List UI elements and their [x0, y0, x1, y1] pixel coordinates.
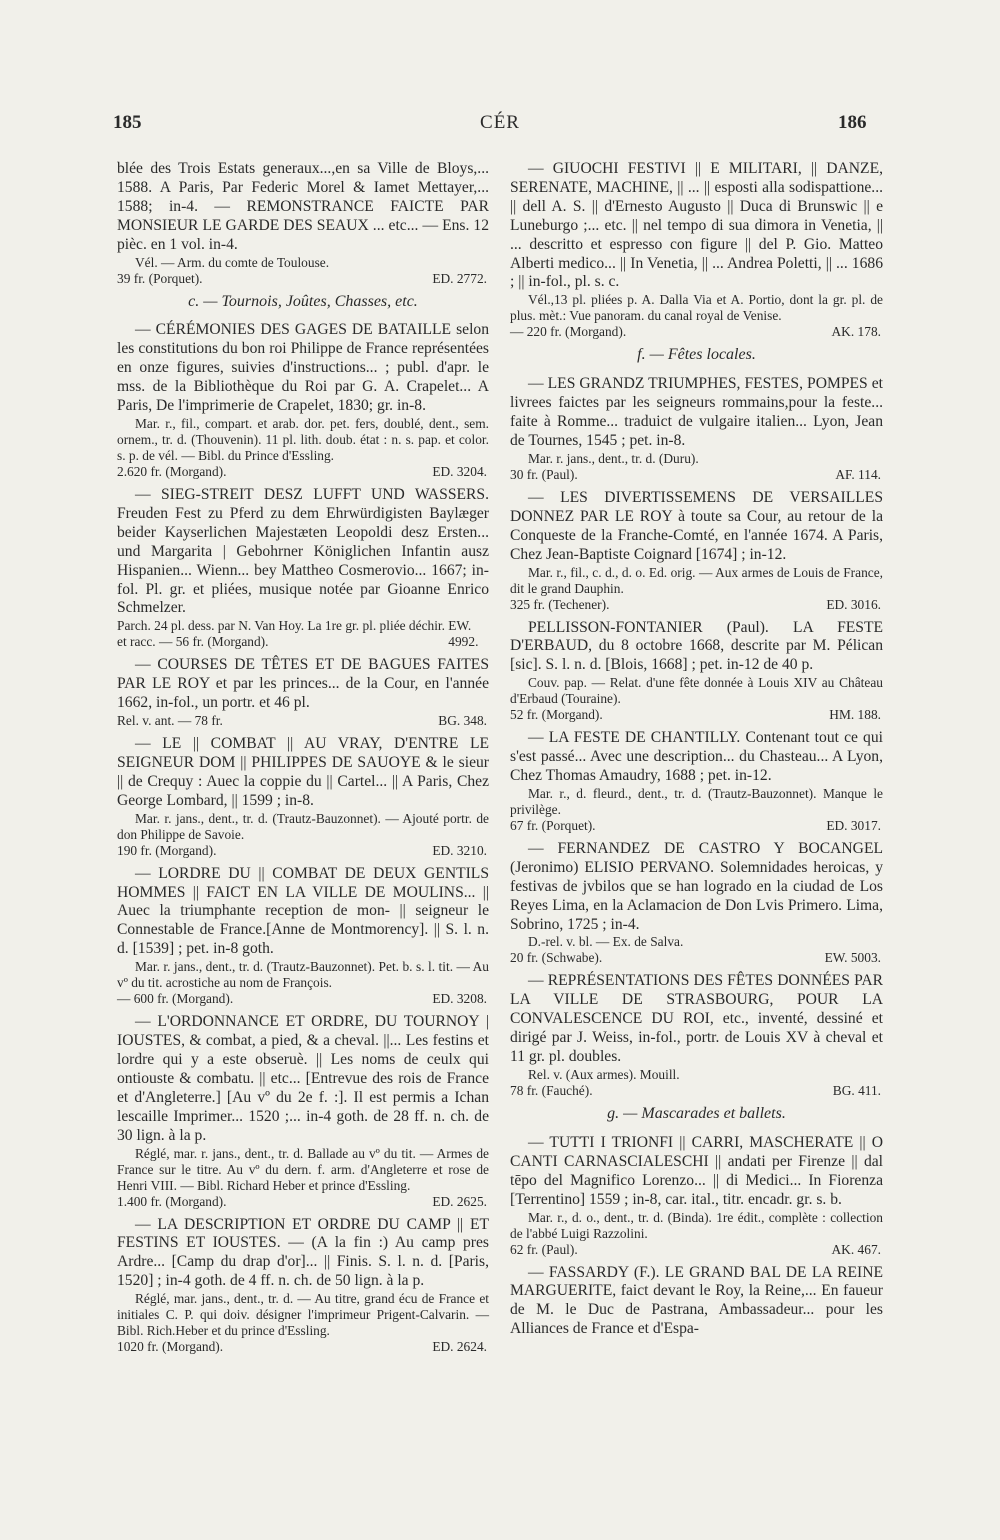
catalog-entry: [117, 865, 489, 1008]
running-head: CÉR: [480, 112, 520, 133]
entry-text: — SIEG-STREIT DESZ LUFFT UND WASSERS. Freuden Fest zu Pferd zu dem Ehrwürdigisten Baylæger beider Kayserlichen Majestæten Leopoldi desz Ersten... und Margarita | Gebohrner Königlichen Infantin ausz Hispanien... Wienn... bey Mattheo Cosmerovio... 1667; in-fol. Pl. gr. et pliées, musique notée par Gioanne Enrico Schmelzer.: [117, 485, 489, 617]
sale-line: [510, 324, 883, 340]
sale-price: 1020 fr. (Morgand).: [117, 1339, 224, 1355]
catalog-reference: ED. 3204.: [432, 463, 487, 479]
sale-line: [117, 991, 489, 1007]
catalog-entry: [510, 160, 883, 340]
entry-note: Réglé, mar. jans., dent., tr. d. — Au titre, grand écu de France et initiales C. P. qui doiv. désigner l'imprimeur Prigent-Calvarin. — Bibl. Rich.Heber et du prince d'Essling.: [117, 1291, 489, 1339]
catalog-entry: [117, 1216, 489, 1356]
entry-text: — FASSARDY (F.). LE GRAND BAL DE LA REINE MARGUERITE, faict devant le Roy, la Reine,... En faueur de M. le Duc de Pastrana, Ambassadeur... pour les Alliances de France et d'Espa-: [510, 1263, 883, 1338]
sale-line: [117, 618, 489, 650]
entry-note: Vél.,13 pl. pliées p. A. Dalla Via et A. Portio, dont la gr. pl. de plus. mèt.: Vue panoram. du canal royal de Venise.: [510, 292, 883, 324]
sale-line: [117, 464, 489, 480]
right-column: [510, 160, 883, 1345]
sale-line: [117, 1194, 489, 1210]
sale-line: [510, 818, 883, 834]
catalog-reference: AF. 114.: [835, 466, 881, 482]
catalog-entry: [117, 160, 489, 287]
catalog-reference: ED. 3017.: [826, 817, 881, 833]
sale-line: [117, 713, 489, 729]
catalog-entry: [510, 375, 883, 483]
sale-line: [510, 950, 883, 966]
section-heading: c. — Tournois, Joûtes, Chasses, etc.: [188, 292, 418, 310]
sale-line: [510, 1083, 883, 1099]
catalog-entry: [510, 729, 883, 834]
entry-note: Mar. r. jans., dent., tr. d. (Trautz-Bauzonnet). Pet. b. s. l. tit. — Au vº du tit. acrostiche au nom de François.: [117, 959, 489, 991]
sale-line: [117, 843, 489, 859]
entry-note: D.-rel. v. bl. — Ex. de Salva.: [528, 934, 684, 950]
catalog-reference: EW. 5003.: [824, 950, 881, 966]
catalog-entry: [510, 1264, 883, 1340]
sale-line: [510, 1242, 883, 1258]
sale-line: [117, 271, 489, 287]
sale-line: [117, 1339, 489, 1355]
catalog-entry: [510, 619, 883, 724]
sale-price: 20 fr. (Schwabe).: [510, 950, 603, 966]
entry-text: — FERNANDEZ DE CASTRO Y BOCANGEL (Jeronimo) ELISIO PERVANO. Solemnidades heroicas, y festivas de jvbilos que se han logrado en la ciudad de Los Reyes Lima, en la Aclamacion de Don Lvis Primero. Lima, Sobrino, 1725 ; in-4.: [510, 839, 883, 933]
entry-note: Mar. r., fil., c. d., d. o. Ed. orig. — Aux armes de Louis de France, dit le grand Dauphin.: [510, 564, 883, 596]
sale-price: 325 fr. (Techener).: [510, 596, 610, 612]
left-page-number: 185: [113, 112, 142, 133]
right-page-number: 186: [838, 112, 867, 133]
catalog-entry: [510, 489, 883, 613]
catalog-entry: [510, 840, 883, 967]
catalog-entry: [117, 735, 489, 859]
entry-text: — CÉRÉMONIES DES GAGES DE BATAILLE selon les constitutions du bon roi Philippe de France représentées en onze figures, suivies d'instructions... ; publ. d'apr. le mss. de la Bibliothèque du Roi par G. A. Crapelet... A Paris, De l'imprimerie de Crapelet, 1830; gr. in-8.: [117, 321, 489, 415]
sale-price: — 600 fr. (Morgand).: [117, 991, 234, 1007]
catalog-entry: [117, 1013, 489, 1209]
entry-text: PELLISSON-FONTANIER (Paul). LA FESTE D'ERBAUD, du 8 octobre 1668, descrite par M. Pélican [sic]. S. l. n. d. [Blois, 1668] ; pet. in-12 de 40 p.: [510, 618, 883, 674]
entry-text: — LA DESCRIPTION ET ORDRE DU CAMP || ET FESTINS ET IOUSTES. — (A la fin :) Au camp pres Ardre... [Camp du drap d'or]... || Finis. S. l. n. d. [Paris, 1520] ; in-4 goth. de 4 ff. n. ch. de 50 lign. à la p.: [117, 1215, 489, 1290]
sale-price: 30 fr. (Paul).: [510, 466, 578, 482]
catalog-reference: ED. 2625.: [432, 1193, 487, 1209]
section-heading: f. — Fêtes locales.: [637, 346, 756, 364]
catalog-reference: ED. 3208.: [432, 991, 487, 1007]
sale-price: 39 fr. (Porquet).: [117, 270, 203, 286]
entry-note: Mar. r., d. fleurd., dent., tr. d. (Trautz-Bauzonnet). Manque le privilège.: [510, 785, 883, 817]
catalog-entry: [510, 1134, 883, 1258]
entry-text: — COURSES DE TÊTES ET DE BAGUES FAITES PAR LE ROY et par les princes... de la Cour, en l'année 1662, in-fol., un portr. et 46 pl.: [117, 656, 489, 712]
entry-note: Mar. r., d. o., dent., tr. d. (Binda). 1re édit., complète : collection de l'abbé Luigi Razzolini.: [510, 1209, 883, 1241]
catalog-entry: [117, 656, 489, 729]
sale-price: 2.620 fr. (Morgand).: [117, 463, 227, 479]
sale-price: 67 fr. (Porquet).: [510, 817, 596, 833]
catalog-reference: ED. 2772.: [432, 270, 487, 286]
catalog-entry: [510, 972, 883, 1099]
sale-price: — 220 fr. (Morgand).: [510, 324, 627, 340]
catalog-reference: ED. 3016.: [826, 596, 881, 612]
sale-price: 78 fr. (Fauché).: [510, 1083, 593, 1098]
entry-text: — LE || COMBAT || AU VRAY, D'ENTRE LE SEIGNEUR DOM || PHILIPPES DE SAUOYE & le sieur || de Crequy : Auec la coppie du || Cartel... || A Paris, Chez George Lombard, || 1599 ; in-8.: [117, 735, 489, 809]
catalog-reference: BG. 348.: [438, 713, 487, 729]
catalog-reference: EW. 4992.: [448, 618, 479, 650]
entry-text: — REPRÉSENTATIONS DES FÊTES DONNÉES PAR LA VILLE DE STRASBOURG, POUR LA CONVALESCENCE DU ROI, etc., inventé, dessiné et dirigé par J. Weiss, in-fol., portr. de Louis XV à cheval et 11 gr. pl. doubles.: [510, 972, 883, 1066]
sale-line: [510, 467, 883, 483]
entry-text: — LES GRANDZ TRIUMPHES, FESTES, POMPES et livrees faictes par les seigneurs rommains,pour la feste... faite à Romme... traduict de vulgaire italien... Lyon, Jean de Tournes, 1545 ; pet. in-8.: [510, 375, 883, 449]
catalog-reference: ED. 2624.: [432, 1339, 487, 1355]
entry-text: — GIUOCHI FESTIVI || E MILITARI, || DANZE, SERENATE, MACHINE, || ... || esposti alla sodispattione... || dell A. S. || d'Ernesto Augusto || Duca di Brunswic || e Luneburgo ;... etc. || nel tempo di sua dimora in Venetia, || ... descritto et espresso con figure || del P. Gio. Matteo Alberti medico... || In Venetia, || ... Andrea Poletti, || ... 1686 ; || in-fol., pl. s. c.: [510, 160, 883, 291]
catalog-reference: HM. 188.: [829, 707, 881, 723]
sale-line: [510, 707, 883, 723]
sale-price: 190 fr. (Morgand).: [117, 842, 217, 858]
entry-note: Mar. r., fil., compart. et arab. dor. pet. fers, doublé, dent., sem. ornem., tr. d. (Thouvenin). 11 pl. lith. doub. état : n. s. pap. et color. s. p. de vél. — Bibl. du Prince d'Essling.: [117, 415, 489, 463]
sale-line: [510, 597, 883, 613]
catalog-entry: [117, 321, 489, 480]
sale-price: 1.400 fr. (Morgand).: [117, 1193, 227, 1209]
entry-note: Mar. r. jans., dent., tr. d. (Trautz-Bauzonnet). — Ajouté portr. de don Philippe de Savoie.: [117, 810, 489, 842]
catalog-reference: BG. 411.: [832, 1083, 881, 1098]
entry-text: — LORDRE DU || COMBAT DE DEUX GENTILS HOMMES || FAICT EN LA VILLE DE MOULINS... || Auec la triumphante reception de mon- || seigneur le Connestable de France.[Anne de Montmorency]. || S. l. n. d. [1539] ; pet. in-8 goth.: [117, 864, 489, 958]
entry-note: Rel. v. (Aux armes). Mouill.: [528, 1067, 680, 1082]
entry-note: Couv. pap. — Relat. d'une fête donnée à Louis XIV au Château d'Erbaud (Touraine).: [510, 675, 883, 707]
catalog-reference: AK. 178.: [831, 324, 881, 340]
page-header: [0, 112, 1000, 142]
entry-note: Réglé, mar. r. jans., dent., tr. d. Ballade au vº du tit. — Armes de France sur le titre. Au vº du dern. f. arm. d'Angleterre et rose de Henri VIII. — Bibl. Richard Heber et prince d'Essling.: [117, 1145, 489, 1193]
entry-text: — TUTTI I TRIONFI || CARRI, MASCHERATE || O CANTI CARNASCIALESCHI || andati per Firenze || dal tēpo del Magnifico Lorenzo... || di Medici... In Fiorenza [Terrentino] 1559 ; in-8, car. ital., titr. encadr. gr. s. b.: [510, 1133, 883, 1208]
section-heading: g. — Mascarades et ballets.: [607, 1105, 786, 1122]
sale-price: 62 fr. (Paul).: [510, 1241, 578, 1257]
sale-price: Rel. v. ant. — 78 fr.: [117, 713, 223, 729]
sale-price: 52 fr. (Morgand).: [510, 707, 603, 723]
left-column: [117, 160, 489, 1361]
sale-price: Parch. 24 pl. dess. par N. Van Hoy. La 1re gr. pl. pliée déchir. et racc. — 56 fr. (Morgand).: [117, 618, 445, 650]
entry-note: Vél. — Arm. du comte de Toulouse.: [135, 254, 330, 270]
entry-note: Mar. r. jans., dent., tr. d. (Duru).: [528, 450, 699, 466]
catalog-reference: AK. 467.: [831, 1241, 881, 1257]
entry-text: — LES DIVERTISSEMENS DE VERSAILLES DONNEZ PAR LE ROY à toute sa Cour, au retour de la Conqueste de la Franche-Comté, en l'année 1674. A Paris, Chez Jean-Baptiste Coignard [1674] ; in-12.: [510, 488, 883, 563]
entry-text: blée des Trois Estats generaux...,en sa Ville de Bloys,... 1588. A Paris, Par Federic Morel & Iamet Mettayer,... 1588; in-4. — REMONSTRANCE FAICTE PAR MONSIEUR LE GARDE DES SEAUX ... etc... — Ens. 12 pièc. en 1 vol. in-4.: [117, 160, 489, 253]
entry-text: — LA FESTE DE CHANTILLY. Contenant tout ce qui s'est passé... Avec une description... du Chasteau... A Lyon, Chez Thomas Amaudry, 1688 ; pet. in-12.: [510, 729, 883, 785]
entry-text: — L'ORDONNANCE ET ORDRE, DU TOURNOY | IOUSTES, & combat, a pied, & a cheval. ||... Les festins et lordre qui y a este obseruè. || Les noms de ceulx qui ontiouste & combatu. || etc... [Entrevue des rois de France et d'Angleterre.] [Au vº du 2e f. :]. Il est permis a Ichan lescaille Imprimer... 1520 ;... in-4 goth. de 28 ff. n. ch. de 30 lign. à la p.: [117, 1013, 489, 1144]
catalog-reference: ED. 3210.: [432, 842, 487, 858]
catalog-entry: [117, 486, 489, 650]
